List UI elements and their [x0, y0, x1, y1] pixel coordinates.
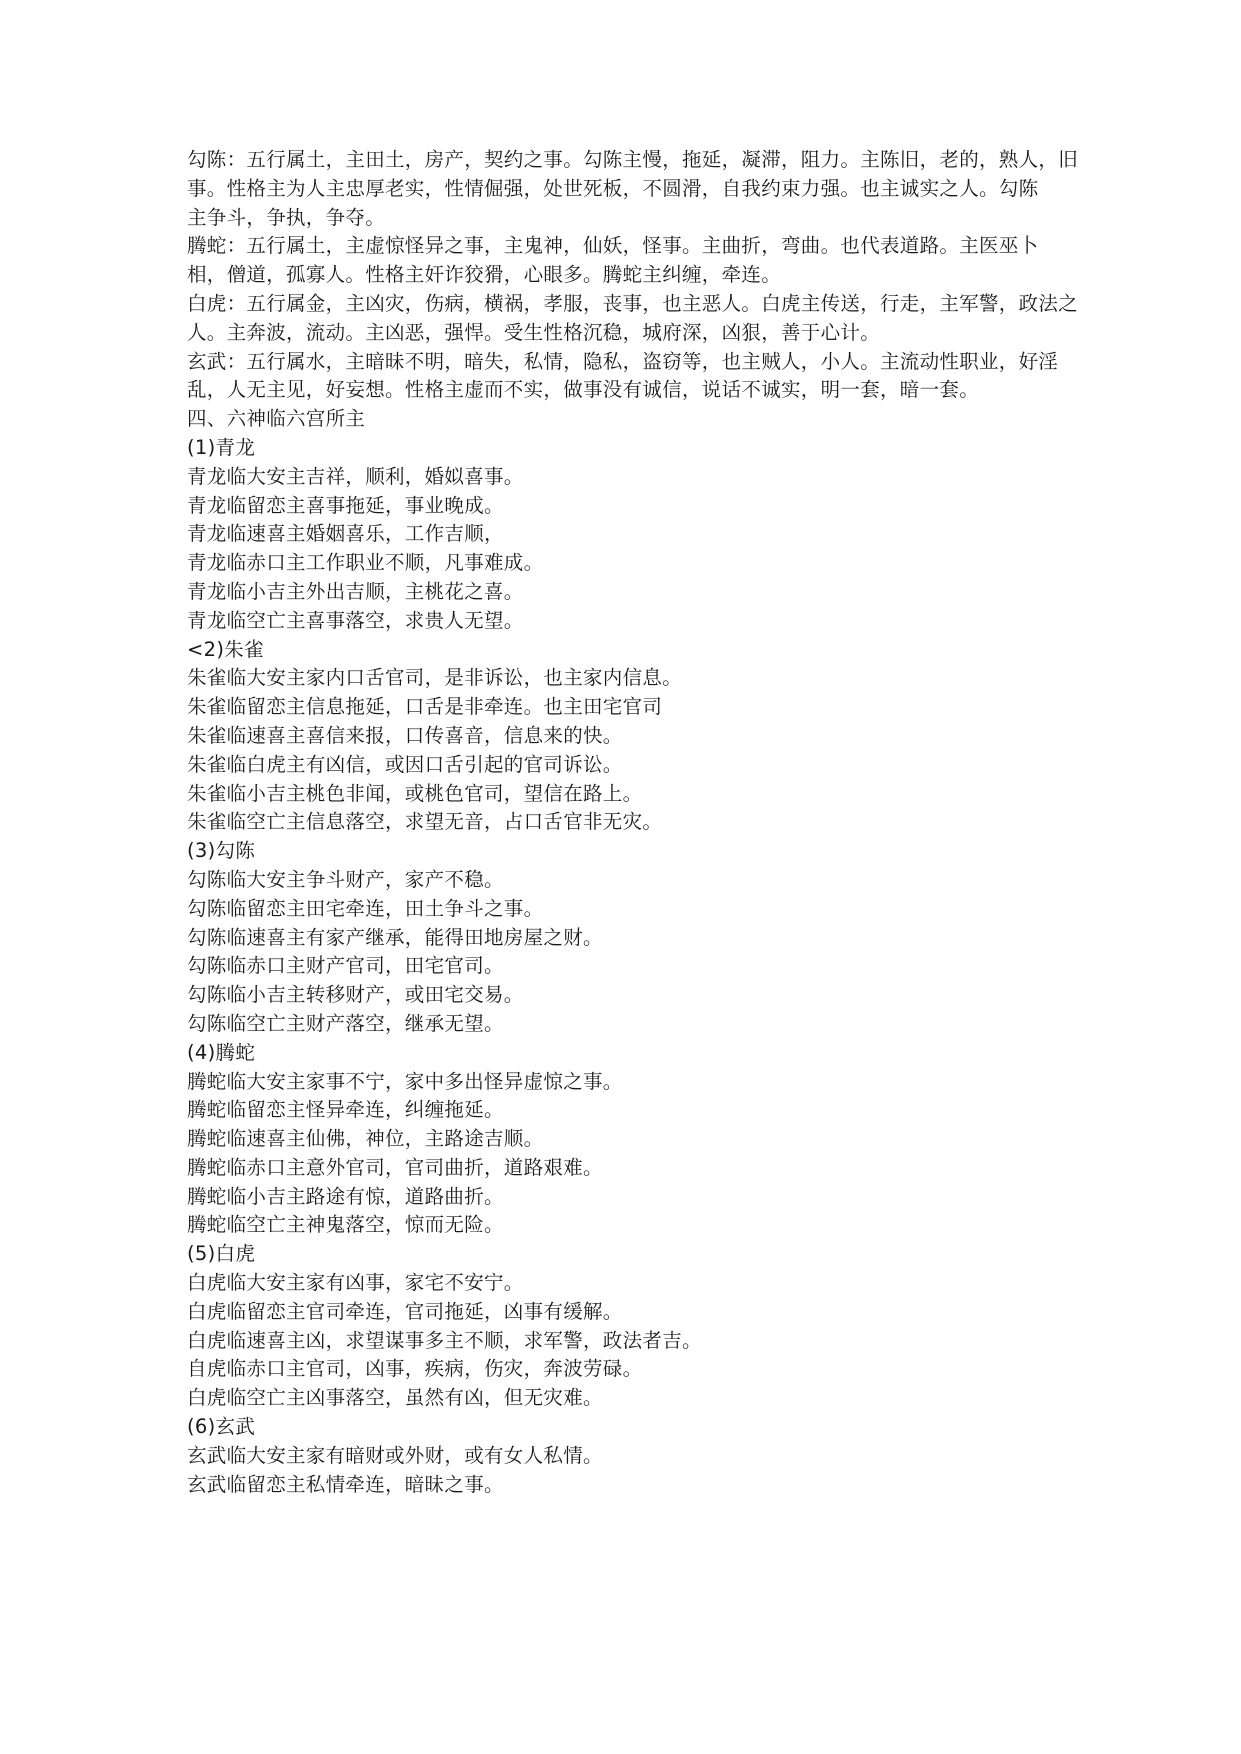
list-item: 朱雀临小吉主桃色非闻，或桃色官司，望信在路上。 — [187, 781, 643, 805]
list-item: 白虎临留恋主官司牵连，官司拖延，凶事有缓解。 — [187, 1299, 623, 1323]
list-item: 自虎临赤口主官司，凶事，疾病，伤灾，奔波劳碌。 — [187, 1357, 643, 1381]
list-item: 腾蛇临大安主家事不宁，家中多出怪异虚惊之事。 — [187, 1069, 623, 1093]
list-item: 腾蛇临小吉主路途有惊，道路曲折。 — [187, 1184, 504, 1208]
group-gouchen — [187, 837, 1057, 1039]
paragraph-line: 白虎：五行属金，主凶灾，伤病，横祸，孝服，丧事，也主恶人。白虎主传送，行走，主军警，政法之 — [187, 291, 1079, 315]
list-item: 腾蛇临留恋主怪异牵连，纠缠拖延。 — [187, 1098, 504, 1122]
list-item: 朱雀临留恋主信息拖延，口舌是非牵连。也主田宅官司 — [187, 695, 663, 719]
group-xuanwu — [187, 1413, 1057, 1499]
paragraph-line: 勾陈：五行属土，主田土，房产，契约之事。勾陈主慢，拖延，凝滞，阻力。主陈旧，老的，熟人，旧 — [187, 148, 1079, 171]
list-item: 青龙临留恋主喜事拖延，事业晚成。 — [187, 493, 504, 517]
group-heading: (1)青龙 — [187, 435, 256, 459]
list-item: 青龙临大安主吉祥，顺利，婚姒喜事。 — [187, 464, 524, 488]
document-body — [187, 146, 1079, 1499]
paragraph-line: 玄武：五行属水，主暗昧不明，暗失，私情，隐私，盗窃等，也主贼人，小人。主流动性职业，好淫 — [187, 349, 1059, 373]
group-tengshe — [187, 1039, 1057, 1241]
group-heading: (6)玄武 — [187, 1415, 256, 1439]
list-item: 青龙临速喜主婚姻喜乐，工作吉顺， — [187, 522, 504, 546]
list-item: 朱雀临白虎主有凶信，或因口舌引起的官司诉讼。 — [187, 752, 623, 776]
paragraph-gouchen — [187, 146, 1079, 232]
group-qinglong — [187, 434, 1057, 636]
list-item: 朱雀临速喜主喜信来报，口传喜音，信息来的快。 — [187, 723, 623, 747]
group-zhuque — [187, 636, 1057, 838]
list-item: 玄武临留恋主私情牵连，暗昧之事。 — [187, 1472, 504, 1496]
paragraph-tengshe — [187, 232, 1057, 290]
paragraph-line: 相，僧道，孤寡人。性格主奸诈狡猾，心眼多。腾蛇主纠缠，牵连。 — [187, 263, 782, 287]
group-heading: (3)勾陈 — [187, 839, 256, 863]
list-item: 白虎临大安主家有凶事，家宅不安宁。 — [187, 1271, 524, 1295]
paragraph-line: 人。主奔波，流动。主凶恶，强悍。受生性格沉稳，城府深，凶狠，善于心计。 — [187, 320, 881, 344]
list-item: 勾陈临空亡主财产落空，继承无望。 — [187, 1011, 504, 1035]
list-item: 腾蛇临赤口主意外官司，官司曲折，道路艰难。 — [187, 1155, 603, 1179]
list-item: 朱雀临大安主家内口舌官司，是非诉讼，也主家内信息。 — [187, 666, 683, 690]
list-item: 白虎临速喜主凶，求望谋事多主不顺，求军警，政法者吉。 — [187, 1328, 702, 1352]
paragraph-baihu — [187, 290, 1079, 348]
list-item: 腾蛇临空亡主神鬼落空，惊而无险。 — [187, 1213, 504, 1237]
list-item: 青龙临赤口主工作职业不顺，凡事难成。 — [187, 551, 544, 575]
list-item: 玄武临大安主家有暗财或外财，或有女人私情。 — [187, 1443, 603, 1467]
paragraph-line: 乱，人无主见，好妄想。性格主虚而不实，做事没有诚信，说话不诚实，明一套，暗一套。 — [187, 378, 980, 402]
list-item: 朱雀临空亡主信息落空，求望无音，占口舌官非无灾。 — [187, 810, 663, 834]
list-item: 青龙临空亡主喜事落空，求贵人无望。 — [187, 608, 524, 632]
list-item: 勾陈临大安主争斗财产，家产不稳。 — [187, 867, 504, 891]
group-baihu — [187, 1240, 1057, 1413]
list-item: 勾陈临留恋主田宅牵连，田土争斗之事。 — [187, 896, 544, 920]
list-item: 腾蛇临速喜主仙佛，神位，主路途吉顺。 — [187, 1127, 544, 1151]
list-item: 勾陈临小吉主转移财产，或田宅交易。 — [187, 983, 524, 1007]
paragraph-line: 事。性格主为人主忠厚老实，性情倔强，处世死板，不圆滑，自我约束力强。也主诚实之人。勾陈 — [187, 176, 1039, 200]
list-item: 勾陈临速喜主有家产继承，能得田地房屋之财。 — [187, 925, 603, 949]
paragraph-line: 腾蛇：五行属土，主虚惊怪异之事，主鬼神，仙妖，怪事。主曲折，弯曲。也代表道路。主医巫卜 — [187, 234, 1039, 258]
group-heading: <2)朱雀 — [187, 637, 264, 661]
list-item: 青龙临小吉主外出吉顺，主桃花之喜。 — [187, 579, 524, 603]
paragraph-line: 主争斗，争执，争夺。 — [187, 205, 386, 229]
list-item: 白虎临空亡主凶事落空，虽然有凶，但无灾难。 — [187, 1386, 603, 1410]
group-heading: (5)白虎 — [187, 1242, 256, 1266]
section-heading: 四、六神临六宫所主 — [187, 407, 366, 431]
group-heading: (4)腾蛇 — [187, 1040, 256, 1064]
list-item: 勾陈临赤口主财产官司，田宅官司。 — [187, 954, 504, 978]
paragraph-xuanwu — [187, 348, 1057, 406]
